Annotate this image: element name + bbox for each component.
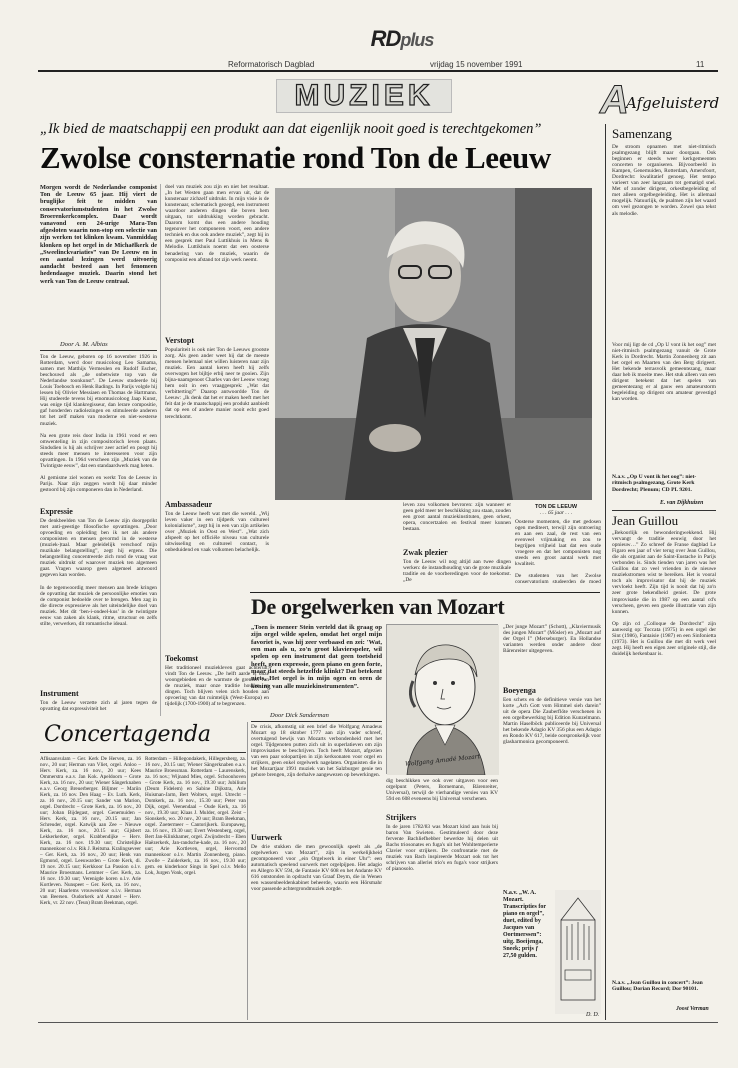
agenda-col1: Aflisaanvulam – Ger. Kerk De Herven, za. 16 nov., 20 uur; Herman van Vliet, orgel. Anloo – Herv. Kerk, za. 16 nov., 20 uur; Kees Ommerstra e.a.v. Jan Kok. Apeldoorn – Grote Kerk, za. 16 nov., 20 uur; Wiener Sängerknaben e.a.v. Georg Breuerberger. Biljmer – Mariin Kerk, za. 16 nov. Den Haag – Ev. Luth. Kerk, za. 16 nov., 20.15 uur; Sander van Marion, orgel. Dordrecht – Grote Kerk, za. 16 nov., 20 uur; Johan Bijdegast, orgel. Genemuiden – Herv. Kerk, za. 16 nov., 20.15 uur; Jan Schreuder, orgel. Katwijk aan Zee – Nieuwe Kerk, za. 16 nov., 20.15 uur; Gijsbert Lekkerkerker, orgel. Krabbendijke – Herv. Kerk, za. 16 nov. 19.30 uur; Christelijke mannenkoor o.l.v. Rik J. Reitsma. Kralingseveer – Ger. Kerk, za. 16 nov., 20 uur; Henk van Egmond, orgel. Leeuwarden – Grote Kerk, di. 19 nov. 20.15 uur; Kerkkoor La Passion o.l.v. Maurice Broesmans. Lemmer – Ger. Kerk, za. 16 nov. 19.30 uur; Verenigde koren o.l.v. Arie Kortleven. Nunspeet – Ger. Kerk, za. 16 nov., 20 uur; Haarlems vrouwenkoor o.l.v. Herman van Beersen. Oudorkerk a/d Amstel – Herv. Kerk, vr. 22 nov. (Teun) Bram Beekman, orgel. — [40, 756, 141, 906]
page-bottom-rule — [38, 1022, 718, 1023]
main-col3-text-b: Ton de Leeuw wil nog altijd aan twee dingen werken: de instandhouding van de grote muzikale traditie en de voorberedingen voor de toekomst. „De — [403, 559, 511, 584]
right-column-rule — [605, 124, 606, 1020]
masthead — [38, 26, 710, 74]
main-col1-text: Ton de Leeuw, geboren op 16 november 1926 in Rotterdam, werd door musicoloog Leo Samama, samen met Matthijs Vermeulen en Rudolf Escher, beschouwd als „de onbetwiste top van de Nederlandse toonkunst”. De Leeuw studeerde bij Louis Toebosch en Henk Badings. In Parijs volgde hij lessen bij Olivier Messiaen en Thomas de Hartmann. Hij studeerde tevens bij etnomusicoloog Jaap Kunst, was enige tijd klankregisseur, dan lerare compositie, gaf honderden radiolezingen en stimuleerde anderen tot het zelf maken van moderne en niet-westerse muziek. Na een grote reis door India in 1961 vond er een omwenteling in zijn compositorisch leven plaats. Sindsdien is hij als schrijver zeer actief en poogt hij steeds meer mensen te interesseren voor zijn opvattingen. In 1964 verscheen zijn „Muziek van de Twintigste eeuw”, dat een standaardwerk mag heten. Al gemisme ziel wonen en werkt Ton de Leeuw in Parijs. Naar zijn zeggen wordt hij daar minder gestoord bij zijn componeren dan in Nederland. — [40, 354, 157, 494]
main-col2-text-d: Het traditioneel muziekleven gaat achteruit, vindt Ton de Leeuw. „De helft aarde is onze woongebieden en de warmste de grenzen van de muziek, maar onze traditie houden en dingen. Toch blijven velen zich houden aan opvoering van dat ruimtelijk (West-Europa) en tijdelijk (1700-1900) af te begrenzen. — [165, 665, 269, 708]
subhead-boeyenga: Boeyenga — [503, 686, 536, 695]
guillou-text: „Bekoorlijk en bewonderingwekkend. Hij vervangt de traditie eeuwig door het opnieuw…” Zo schreef de Franse dagblad Le Figaro een jaar of vier terug over Jean Guillou, die als organist aan de Saint-Eustache in Parijs verbonden is. Sinds tienden van jaren was het Guillou dat zo veel vrienden in de nieuwe muziekstromen wist te bereiken. Het is vooral toch als improvisator dat hij de muziek vervloekt heeft. Zijn tijd is nooit dat hij zo'n zeer grote bekendheid geniet. De grote improvisatie die in 1987 op een aantal cd's verscheen, geven een goede illustratie van zijn kunnen. Op zijn cd „Colloque de Dordrecht” zijn aanwezig op: Toccata (1975) in een orgel der Sint (1986), Fantaisie (1987) en een Sinfonietta (1973). Het is Guillou die met dit werk veel zegt. Hij heeft een eigen zeer originele stijl, die duidelijk herkenbaar is. — [612, 530, 716, 657]
col-divider — [160, 184, 161, 716]
main-byline: Door A. M. Albias — [60, 341, 108, 348]
mozart-portrait — [386, 624, 498, 774]
main-col4-text: Oosterse momenten, die met gedosen ogen mediteert, terwijl zijn ontroering en aan een zaal, de rest van een evenveel vrijmaking en zou te begrijpen vrijheid laat dat een oude vroegere en dat het componisten nog steeds een groot aantal werk met kwaliteit. De studenten van het Zwolse conservatorium studeerden de moed — [515, 519, 601, 585]
main-col2-text: doel van muziek zou zijn en niet het resultaat. „In het Westen gaan men ervan uit, dat de kunstenaar zichzelf uitdrukt. In mijn visie is de kunstenaar, schematisch gezegd, een instrument waardoor anderen dingen die boven hem uitgaan, tot uitdrukking worden gebracht. Daarom komt dus een andere houding tegenover het componeren voort, een andere techniek en dus ook andere muziek”, zegt hij in een gesprek met Paul Luttikhuis in Mens & Melodie. Luttikhuis noemt dat een oosterse benadering van de muziek, waarin de componist een afstand tot zijn werk neemt. — [165, 184, 269, 263]
mozart-portrait-caption: Wolfgang Amadé Mozart — [404, 753, 481, 768]
byline-rule — [40, 350, 157, 351]
mozart-col1-text-b: De drie stukken die men gewoonlijk speelt als „de orgelwerken van Mozart”, zijn in werkelijkheid gecomponeerd voor „ein Orgelwerk in einer Uhr”: een automatisch speelend uurwerk met orgelpijpen. Het adagio en Allegro KV 594, de Fantasie KV 608 en het Andante KV 616 ontstonden in opdracht van Graaf Deym, die in Wenen een wassenbeeldenkabinet beheerde, waarin een Hörsmahr voor passende achtergrondmuziek zorgde. — [251, 844, 382, 893]
mozart-col2-text: dig beschikken we ook over uitgaven voor een orgelpunt (Peters, Bornemann, Bärenreiter, Universal), terwijl de vierhandige versies van KV 594 en 608 eveneens bij Universal verschenen. — [386, 778, 498, 803]
agenda-title: Concertagenda — [44, 722, 211, 747]
main-col1-text-b: De denkbeelden van Ton de Leeuw zijn doorgeprikt met anti-geestige filosofische opvattingen. „Door opvoeding en opleiding ben ik net als andere componisten en mensen gevormd in de westerse (muziek-)taal. Maar geleidelijk verschoof mijn muzikale belangstelling”, zegt hij ergens. Die belangstelling concentreerde zich rond de vraag wat muziek uitdrukt of waarover muziek ten algemeen gaat. Vragen waarop geen algemeel antwoord gegeven kan worden. In de tegenwoordig meer mensen aan brede kringen de opvatting dat muziek de persoonlijke emoties van de componist bedoelde over te brengen. Men zag in die directe expressieve als het uiteindelijke doel van muziek. Met dit ‘ben-i-ondeel-kus’ in de twintigste eeuw van zaken als klank, ritme, structuur en zelfs stilte, verwerken, dit romantische ideaal. — [40, 518, 157, 627]
organ-illustration — [555, 890, 601, 1014]
organ-drawing — [555, 890, 601, 1014]
main-quote: „Ik bied de maatschappij een produkt aan dat eigenlijk nooit goed is terechtgekomen” — [40, 121, 542, 137]
subhead-zwak-plezier: Zwak plezier — [403, 548, 448, 557]
samenzang-title: Samenzang — [612, 126, 672, 141]
subhead-toekomst: Toekomst — [165, 654, 199, 663]
main-col3-text: leven zou volkomen bevroren: zijn wanneer er geen geld meer ter beschikking zou staan, zouden een groot aantal muziekinstituten, geen orkest, opera, concertzalen en festival meer kunnen bestaan. — [403, 502, 511, 533]
main-col1-text-c: Ton de Leeuw verzette zich al jaren tegen de opvatting dat expressiviteit het — [40, 700, 157, 713]
subhead-strijkers: Strijkers — [386, 813, 417, 822]
main-col2-text-b: Populariteit is ook niet Ton de Leeuws grootste zorg. Als geen ander weet hij dat de meeste mensen helemaal niet willen luisteren naar zijn muziek. Een aantal keren heeft hij zelfs overwogen het bijltje erbij neer te gooien. Zijn bijna-naamgenoot Charles van der Leeuw vroeg hem ooit in een vraaggesprek: „Wat dat verbitterting?” Daarop antwoordde Ton de Leeuw: „Ik denk dat het er maken heeft met het feit dat je de maatschappij een produkt aanbiedt dat op een of andere manier nooit echt goed terechtkomt. — [165, 347, 269, 420]
mozart-col2-text-b: In de jaren 1782/83 was Mozart kind aan huis bij baron Van Swieten. Gestimuleerd door deze fervente Bachliefhebber bewerkte hij delen uit Bachs triosonates en fuga's uit het Wohltemperierte Clavier voor strijkers. De confrontatie met de muziek van Bach inspireerde Mozart ook tot het schrijven van allerlei trio's en fuga's voor strijkers of pianosolo. — [386, 824, 498, 873]
paper-logo: RDplus — [370, 26, 434, 51]
section-title: MUZIEK — [294, 79, 434, 112]
subhead-ambassadeur: Ambassadeur — [165, 500, 213, 509]
column-logo-a: A — [600, 78, 629, 122]
guillou-author: Joost Verman — [676, 1006, 709, 1012]
agenda-rule — [40, 752, 246, 753]
section-banner — [276, 79, 452, 113]
ton-de-leeuw-photo — [275, 188, 592, 500]
issue-date: vrijdag 15 november 1991 — [430, 60, 523, 69]
subhead-uurwerk: Uurwerk — [251, 833, 283, 842]
page-number: 11 — [696, 60, 705, 69]
agenda-title-box — [40, 722, 211, 752]
samenzang-author: E. van Dijkhuizen — [660, 500, 704, 506]
subhead-instrument: Instrument — [40, 689, 79, 698]
main-col2-text-c: Ton de Leeuw heeft wat met die wereld. „Wij leven vaker in een tijdperk van cultureel kolonialisme”, zegt hij in een van zijn artikelen over „Muziek in Oost en West”. „Wat zich afspeelt op het officiële niveau van culturele uitwisseling en cultureel contact, is onbeduidend en vaak volkomen belachelijk. — [165, 511, 269, 554]
samenzang-text-b: Voor mij ligt de cd „Op U vont ik het oog” met niet-ritmisch psalmgezang vanuit de Grote Kerk in Dordrecht. Martin Zonnenberg zit aan het orgel en Maarten van den Berg dirigeert. Het bekende terrasvolk gemeentezang, maar daar heb ik moeite mee. Het stuk alleen van een dirigent betekent dat het spelen van gemeentezang er al gauw een amateurstorm begeleiding op dirigent om amateur gevestigd kan worden. — [612, 342, 716, 403]
paper-name: Reformatorisch Dagblad — [228, 60, 315, 69]
mozart-col1-text: De crisis, afkomstig uit een brief die Wolfgang Amadeus Mozart op 18 oktober 1777 aan zijn vader schreef, overtuigend bewijs van Mozarts verbondenheid met het orgel. Tijdgenoten putten zich uit in superlatieven om zijn improvisaties te beschrijven. Toch heeft Mozart, afgezien van een paar solopartijen in zijn kerksonaten voor orgel en strijkers, geen enkel orgelwerk nagelaten. Organisten die in het Mozartjaar 1991 muziek van het Salzburger genie ten gehore brengen, zijn derhalve aangewezen op bewerkingen. — [251, 724, 382, 779]
mozart-byline-rule — [251, 721, 382, 722]
mozart-col3-text: „Der junge Mozart” (Schott), „Klaviermusik des jungen Mozart” (Mösler) en „Mozart auf der Orgel I” (Merseburger). En Hollandse varianten werden onder andere door Bärenreiter uitgegeven. — [503, 624, 601, 655]
samenzang-rule — [612, 510, 716, 511]
mozart-cd-info: N.a.v. „W. A. Mozart. Transcripties for piano en orgel”, duet, edited by Jacques van Oortmerssen”: uitg. Boeijenga, Sneek; prijs ƒ 27,50 gulden. — [503, 890, 546, 959]
mozart-author-tag: D. D. — [586, 1012, 600, 1018]
subhead-expressie: Expressie — [40, 507, 73, 516]
samenzang-nav: N.a.v. „Op U vont ik het oog”: niet-ritmisch psalmgezang, Grote Kerk Dordrecht; Plenum; CD PL 9201. — [612, 474, 697, 493]
column-title: Afgeluisterd — [626, 94, 720, 112]
masthead-rule — [38, 70, 718, 72]
guillou-title: Jean Guillou — [612, 513, 679, 528]
mozart-lead: „Toen is meneer Stein verteld dat ik graag op zijn orgel wilde spelen, omdat het orgel mijn favoriet is, was hij zeer verbaasd en zei: 'Wat, een man als u, zo'n groot klavierspeler, wil spelen op een instrument dat geen toetsheid heeft, geen expressie, geen piano en geen forte, maar dat steeds hetzelfde klinkt? Dat betekent niets. Het orgel is in mijn ogen en oren de koning van alle muziekinstrumenten”. — [251, 624, 382, 690]
samenzang-text: De stroom opnamen met niet-ritmisch psalmgezang blijft maar doorgaan. Ook beginnen er steeds weer kerkgemeenten concerten te organiseren. Bijvoorbeeld in Kampen, Genemuiden, Rotterdam, Amersfoort, Dordrecht: kwalitatief genoeg. Het tempo varieert van zeer langzaam tot gematigd snel. Met of zonder dirigent, orkestbegeleiding of met alleen orgelbegeleiding. Het is allemaal mogelijk. Natuurlijk, de psalmen zijn het waard om veel gezongen te worden. Zowel qua tekst als melodie. — [612, 144, 716, 217]
subhead-verstopt: Verstopt — [165, 336, 195, 345]
guillou-nav: N.a.v. „Jean Guillou in concert”: Jean Guillou; Dorian Record; Dor 90101. — [612, 980, 703, 993]
photo-caption-sub: . . . 65 jaar . . . — [539, 510, 573, 516]
column-logo — [600, 80, 718, 122]
mozart-col3-text-b: Een schets en de definitieve versie van het korte „Ach Gott vom Himmel sieh darein” uit de opera Die Zauberflöte verschenen in een orgelbewerking bij Edition Kunzelmann. Martin Haselböck publiceerde bij Universal het bekende Adagio KV 356 plus een Adagio en Rondo KV 617, beide oorspronkelijk voor glasharmonica gecomponeerd. — [503, 697, 601, 746]
main-headline: Zwolse consternatie rond Ton de Leeuw — [40, 140, 551, 175]
mozart-byline: Door Dick Sanderman — [270, 712, 329, 719]
agenda-col2: Rotterdam – Hillegondakerk, Hillegersberg, za. 16 nov., 20.15 uur; Wiener Sängerknaben e.a.v. Maurice Broessman. Rotterdam – Laurenskerk, za. 16 nov.; Wijnand Mies, orgel. Schoonhoven – Grote Kerk, za. 16 nov., 19.30 uur; Jubilium (Deum Fidelem) en Sabine Dijkstra, Arie Huisman-Jarm, Bert Wolters, orgel. Utrecht – Domkerk, za. 16 nov., 15.30 uur; Peter van Dijk, orgel. Veenendaal – Oude Kerk, za. 16 nov., 19.30 uur; Klaas J. Mulder, orgel. Zeist – Sionskerk, wo. 20 nov., 20 uur; Bram Beekman, orgel. Zoetermeer – Cantorijkerk. Europaweg, za. 16 nov., 19.30 uur; Evert Westenberg, orgel, Bert Jan-Klinkhamer, orgel. Zwijndrecht – Eben Haëzerkerk, Jan-randsche-kade, za. 16 nov., 20 uur; Arie Kortleven, orgel, Hervormd mannenkoor o.l.v. Martin Zonnenberg, piano. Zwolle – Zuiderkerk, za. 16 nov., 19.30 uur; gem. en kinderkoor Sings in Spel o.l.v. Mello Lok, Jurgen Vonk, orgel. — [145, 756, 246, 876]
portrait-silhouette — [275, 188, 592, 500]
agenda-right-rule — [247, 722, 248, 1020]
mozart-engraving — [387, 625, 499, 775]
main-lead: Morgen wordt de Nederlandse componist Ton de Leeuw 65 jaar. Hij viert de bruglijke feit te midden van conservatoriumstudenten in het Zwolse Broerenkerkcomplex. Daar wordt vanavond een 24-urige Mara-Ton afgesloten waarin non-stop een selectie van zijn werken tot klinken kwam. Vanmiddag klonken op het orgel in de Michaëlkerk de „Sweelinckvariaties” van De Leeuw en in een aantal lezingen werd uitvoerig aandacht besteed aan het fenomeen hedendaagse muziek. Daarin stond het werk van Ton de Leeuw centraal. — [40, 184, 157, 285]
photo-caption — [520, 504, 592, 516]
mozart-headline: De orgelwerken van Mozart — [251, 594, 505, 619]
photo-caption-name: TON DE LEEUW — [534, 504, 578, 510]
